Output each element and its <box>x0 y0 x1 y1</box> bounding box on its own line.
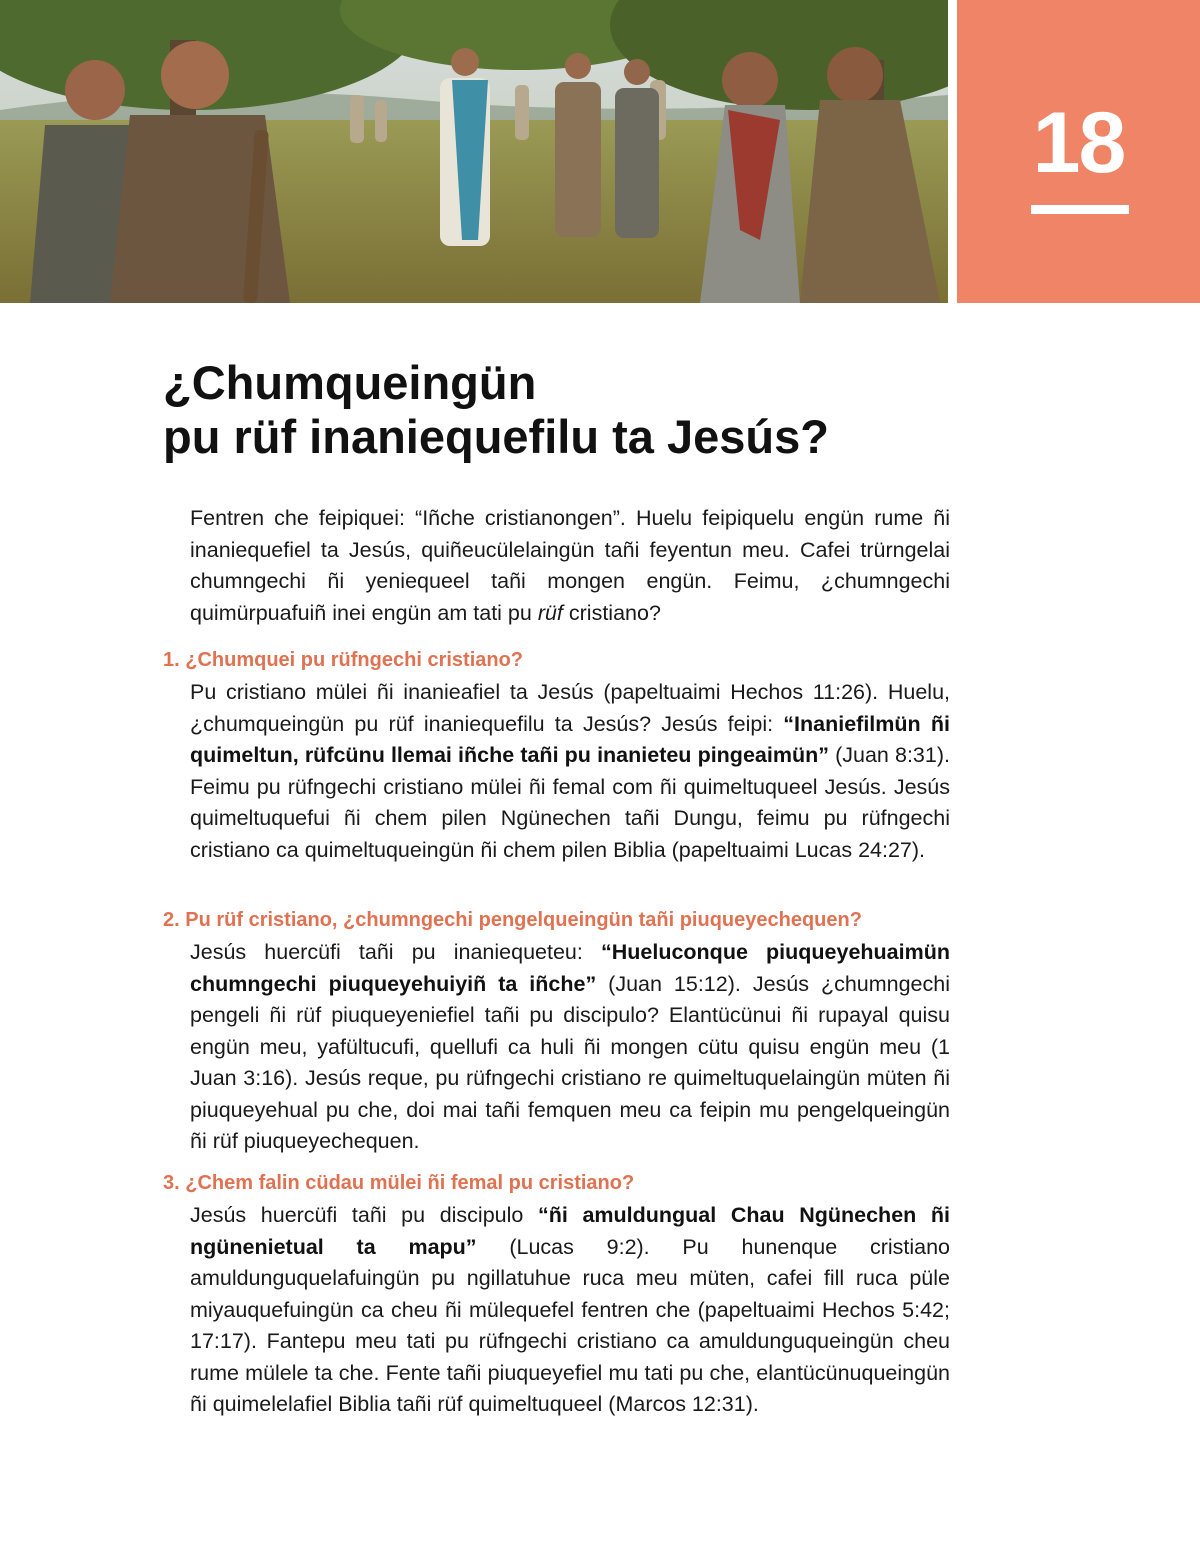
section-1-text-end: (Juan 8:31). Feimu pu rüfngechi cristiano mülei ñi femal com ñi quimeltuqueel Jesús. Jesús quimeltuquefui ñi chem pilen Ngünechen tañi Dungu, feimu pu rüfngechi cristiano ca quimeltuqueingün ñi chem pilen Biblia (papeltuaimi Lucas 24:27). <box>190 743 950 862</box>
section-1-heading: 1. ¿Chumquei pu rüfngechi cristiano? <box>163 649 524 671</box>
section-2-body <box>190 937 950 1158</box>
section-2-text-end: (Juan 15:12). Jesús ¿chumngechi pengeli ñi rüf piuqueyeniefiel tañi pu discipulo? Elantücünui ñi rupayal quisu engün meu, yafültucufi, quellufi ca huli ñi mongen cütu quisu engün meu (1 Juan 3:16). Jesús reque, pu rüfngechi cristiano re quimeltuquelaingün müten ñi piuqueyehual pu che, doi mai tañi femquen meu ca feipin mu pengelqueingün ñi rüf piuqueyechequen. <box>190 971 951 1153</box>
section-1-quote: “Inaniefilmün ñi quimeltun, rüfcünu llemai iñche tañi pu inanieteu pingeaimün” <box>190 711 950 767</box>
section-2-quote: “Hueluconque piuqueyehuaimün chumngechi piuqueyehuiyiñ ta iñche” <box>190 940 950 996</box>
intro-text-end: cristiano? <box>562 600 661 625</box>
intro-italic-text: rüf <box>537 600 563 625</box>
section-3-text-end: (Lucas 9:2). Pu hunenque cristiano amuldunguquelafuingün pu ngillatuhue ruca meu müten, cafei fill ruca püle miyauquefuingün ca cheu ñi mülequefel fentren che (papeltuaimi Hechos 5:42; 17:17). Fantepu meu tati pu rüfngechi cristiano ca amuldunguqueingün cheu rume mülele ta che. Fente tañi piuqueyefiel mu tati pu che, elantücünuqueingün ñi quimelelafiel Biblia tañi rüf quimeltuqueel (Marcos 12:31). <box>190 1234 950 1416</box>
page-title <box>163 356 963 464</box>
lesson-number: 18 <box>1032 95 1125 191</box>
section-3-heading: 3. ¿Chem falin cüdau mülei ñi femal pu cristiano? <box>163 1172 635 1194</box>
section-3-quote: “ñi amuldungual Chau Ngünechen ñi ngünenietual ta mapu” <box>190 1203 951 1259</box>
section-1-body <box>190 677 950 866</box>
section-2-heading: 2. Pu rüf cristiano, ¿chumngechi pengelqueingün tañi piuqueyechequen? <box>163 909 862 931</box>
section-3-body <box>190 1200 950 1421</box>
lesson-number-underline <box>1031 205 1129 214</box>
intro-text: Fentren che feipiquei: “Iñche cristianongen”. Huelu feipiquelu engün rume ñi inaniequefiel ta Jesús, quiñeucülelaingün tañi feyentun meu. Cafei trürngelai chumngechi ñi yeniequeel tañi mongen engün. Feimu, ¿chumngechi quimürpuafuiñ inei engün am tati pu <box>190 506 950 625</box>
section-2-text: Jesús huercüfi tañi pu inaniequeteu: <box>190 940 601 964</box>
page-title-line-2: pu rüf inaniequefilu ta Jesús? <box>163 410 829 463</box>
hero-illustration <box>0 0 948 303</box>
intro-paragraph <box>190 503 950 629</box>
page-title-line-1: ¿Chumqueingün <box>163 356 537 409</box>
section-1-text: Pu cristiano mülei ñi inanieafiel ta Jesús (papeltuaimi Hechos 11:26). Huelu, ¿chumqueingün pu rüf inaniequefilu ta Jesús? Jesús feipi: <box>190 680 950 736</box>
section-3-text: Jesús huercüfi tañi pu discipulo <box>190 1203 538 1227</box>
lesson-number-badge <box>957 0 1200 303</box>
